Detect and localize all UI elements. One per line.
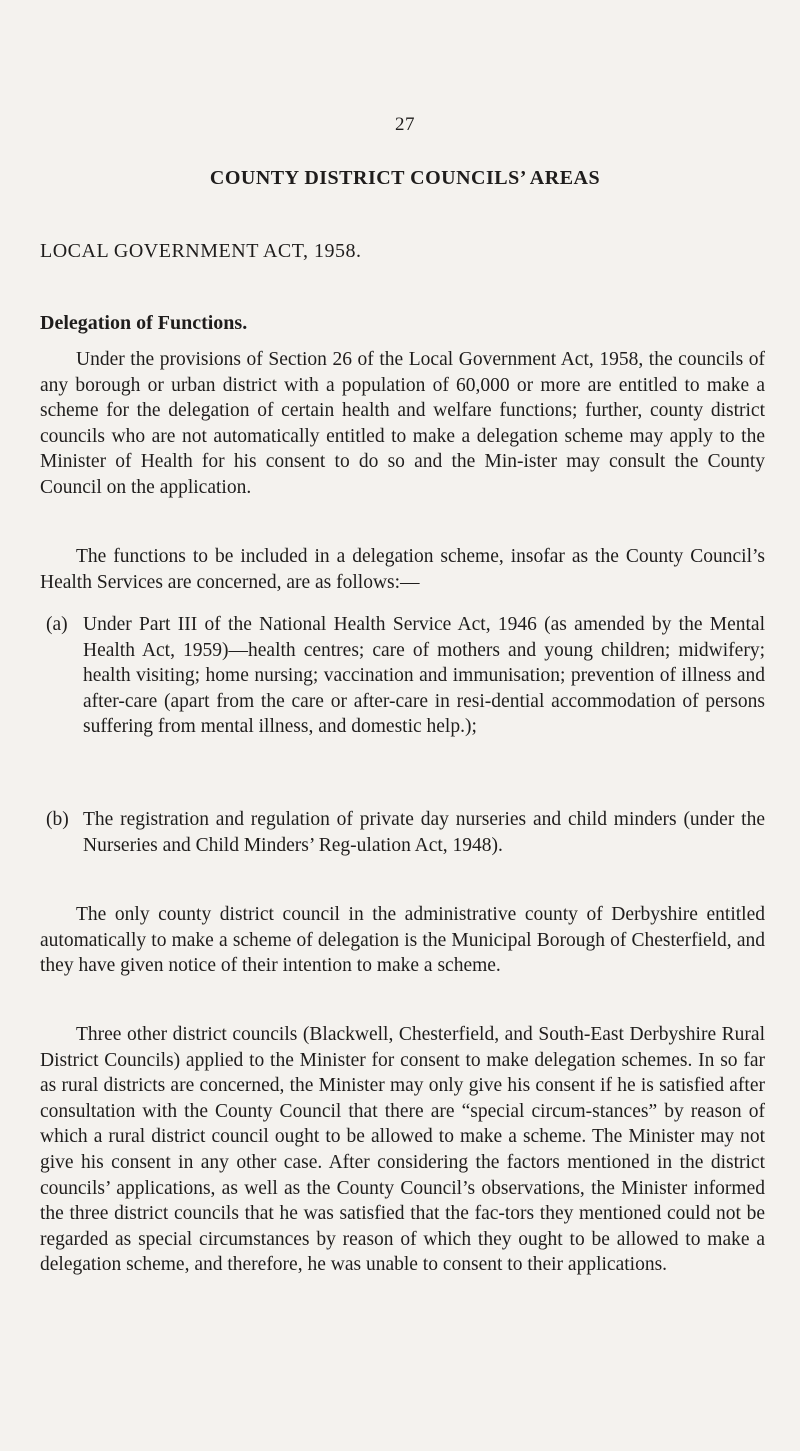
page-title: COUNTY DISTRICT COUNCILS’ AREAS [209, 167, 601, 189]
list-item-a [40, 612, 765, 740]
act-title: LOCAL GOVERNMENT ACT, 1958. [40, 240, 362, 262]
list-item-text: The registration and regulation of private day nurseries and child minders (under the Nurseries and Child Minders’ Reg-ulation Act, 1948). [83, 809, 765, 856]
page-number: 27 [395, 114, 415, 135]
paragraph-functions-intro: The functions to be included in a delegation scheme, insofar as the County Council’s Health Services are concerned, are as follows:— [40, 546, 765, 593]
paragraph-chesterfield: The only county district council in the administrative county of Derbyshire entitled automatically to make a scheme of delegation is the Municipal Borough of Chesterfield, and they have given notice of their intention to make a scheme. [40, 904, 765, 977]
list-item-text: Under Part III of the National Health Service Act, 1946 (as amended by the Mental Health Act, 1959)—health centres; care of mothers and young children; midwifery; health visiting; home nursing; vaccination and immunisation; prevention of illness and after-care (apart from the care or after-care in resi-dential accommodation of persons suffering from mental illness, and domestic help.); [83, 614, 765, 738]
paragraph-provisions: Under the provisions of Section 26 of the Local Government Act, 1958, the councils of any borough or urban district with a population of 60,000 or more are entitled to make a scheme for the delegation of certain health and welfare functions; further, county district councils who are not automatically entitled to make a delegation scheme may apply to the Minister of Health for his consent to do so and the Min-ister may consult the County Council on the application. [40, 349, 765, 498]
list-item-b [40, 807, 765, 858]
list-item-label: (a) [46, 614, 68, 635]
list-item-label: (b) [46, 809, 69, 830]
document-page [40, 0, 770, 1451]
paragraph-other-councils: Three other district councils (Blackwell, Chesterfield, and South-East Derbyshire Rural District Councils) applied to the Minister for consent to make delegation schemes. In so far as rural districts are concerned, the Minister may only give his consent if he is satisfied after consultation with the County Council that there are “special circum-stances” by reason of which a rural district council ought to be allowed to make a scheme. The Minister may not give his consent in any other case. After considering the factors mentioned in the district councils’ applications, as well as the County Council’s observations, the Minister informed the three district councils that he was satisfied that the fac-tors they mentioned could not be regarded as special circumstances by reason of which they ought to be allowed to make a delegation scheme, and therefore, he was unable to consent to their applications. [40, 1024, 765, 1276]
section-heading: Delegation of Functions. [40, 312, 248, 334]
